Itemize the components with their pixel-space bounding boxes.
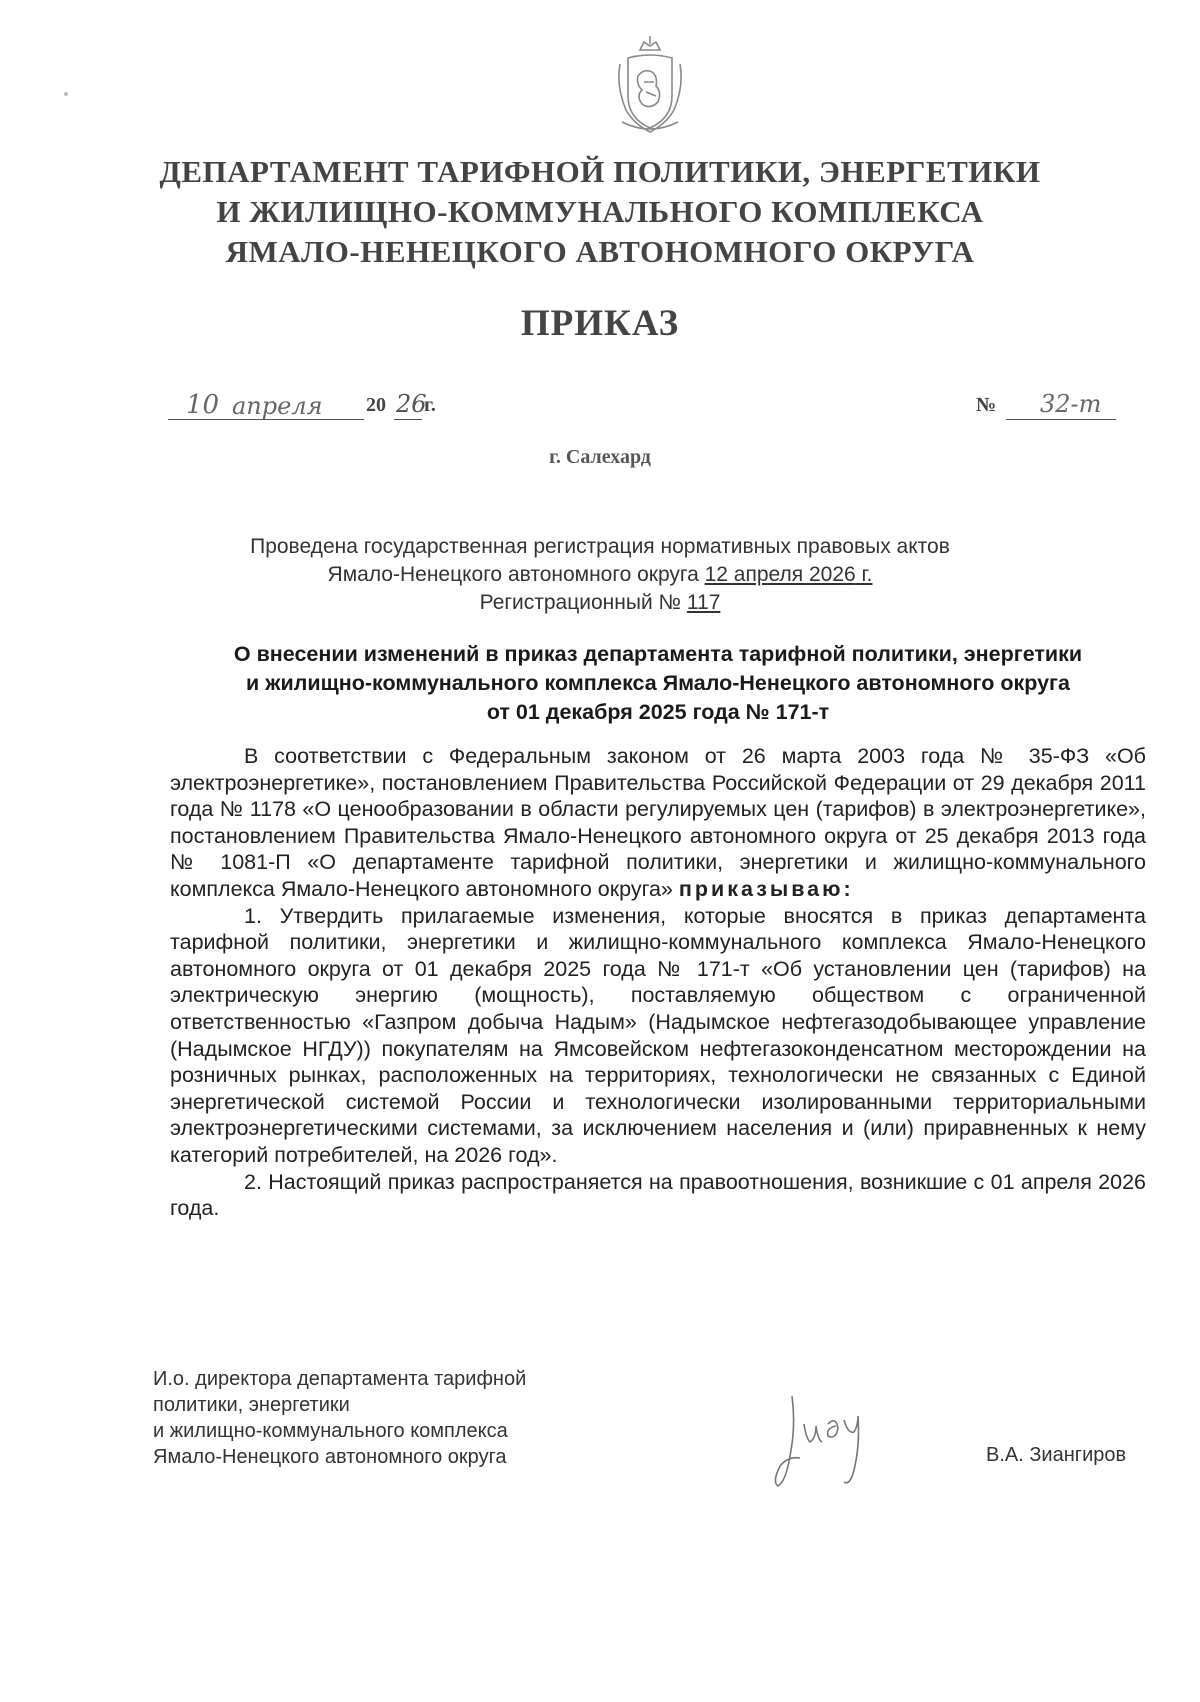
registration-line-2 [0,561,1200,589]
registration-number-label: Регистрационный № [479,591,687,614]
date-year-prefix: 20 [366,394,386,416]
date-year-underline [394,419,422,420]
document-type-title: ПРИКАЗ [520,303,680,344]
orders-word: приказываю: [678,876,854,901]
preamble-paragraph [170,743,1146,903]
date-year-abbrev: г. [424,394,436,416]
registration-date-suffix: г. [855,563,873,586]
registration-stamp [0,533,1200,617]
preamble-text: В соответствии с Федеральным законом от 26 марта 2003 года № 35-ФЗ «Об электроэнергетике», постановлением Правительства Российской Федерации от 29 декабря 2011 года № 1178 «О ценообразовании в области регулируемых цен (тарифов) в электроэнергетике», постановлением Правительства Ямало-Ненецкого автономного округа от 25 декабря 2013 года № 1081-П «О департаменте тарифной политики, энергетики и жилищно-коммунального комплекса Ямало-Ненецкого автономного округа» [170,744,1146,901]
signer-position-line-4: Ямало-Ненецкого автономного округа [153,1446,507,1468]
signer-position [153,1366,526,1470]
date-underline [168,419,364,420]
signer-name: В.А. Зиангиров [986,1444,1127,1466]
order-item-2: 2. Настоящий приказ распространяется на правоотношения, возникшие с 01 апреля 2026 года. [170,1169,1146,1221]
document-date [168,390,438,422]
registration-region: Ямало-Ненецкого автономного округа [327,563,705,586]
order-title-line-3: от 01 декабря 2025 года № 171-т [486,700,830,724]
city-of-issue: г. Салехард [549,446,651,468]
date-day-handwritten: 10 [186,390,220,420]
order-title-line-1: О внесении изменений в приказ департамента тарифной политики, энергетики [233,642,1083,666]
order-title-line-2: и жилищно-коммунального комплекса Ямало-Ненецкого автономного округа [246,671,1070,695]
department-name-line-3: ЯМАЛО-НЕНЕЦКОГО АВТОНОМНОГО ОКРУГА [225,234,975,269]
number-handwritten: 32-т [1040,390,1102,418]
date-year-handwritten: 26 [396,390,427,418]
number-underline [1006,419,1116,420]
signer-position-line-2: политики, энергетики [153,1394,350,1416]
registration-number: 117 [686,591,721,614]
handwritten-signature [770,1386,880,1516]
department-name-line-2: И ЖИЛИЩНО-КОММУНАЛЬНОГО КОМПЛЕКСА [216,194,984,229]
signer-position-line-3: и жилищно-коммунального комплекса [153,1420,508,1442]
coat-of-arms-emblem [614,36,686,136]
order-body [170,743,1146,1222]
department-name [100,152,1100,272]
number-label: № [976,394,997,416]
signer-position-line-1: И.о. директора департамента тарифной [153,1368,527,1390]
order-title [170,640,1146,727]
registration-line-3 [0,589,1200,617]
document-number [976,390,1146,422]
registration-line-1: Проведена государственная регистрация нормативных правовых актов [250,535,950,558]
date-month-handwritten: апреля [232,392,323,420]
scan-speck [64,92,68,96]
registration-date: 12 апреля 2026 [704,563,856,586]
department-name-line-1: ДЕПАРТАМЕНТ ТАРИФНОЙ ПОЛИТИКИ, ЭНЕРГЕТИКИ [159,154,1041,189]
order-item-1: 1. Утвердить прилагаемые изменения, которые вносятся в приказ департамента тарифной политики, энергетики и жилищно-коммунального комплекса Ямало-Ненецкого автономного округа от 01 декабря 2025 года № 171-т «Об установлении цен (тарифов) на электрическую энергию (мощность), поставляемую обществом с ограниченной ответственностью «Газпром добыча Надым» (Надымское нефтегазодобывающее управление (Надымское НГДУ)) покупателям на Ямсовейском нефтегазоконденсатном месторождении на розничных рынках, расположенных на территориях, технологически не связанных с Единой энергетической системой России и технологически изолированными территориальными электроэнергетическими системами, за исключением населения и (или) приравненных к нему категорий потребителей, на 2026 год». [170,903,1146,1167]
